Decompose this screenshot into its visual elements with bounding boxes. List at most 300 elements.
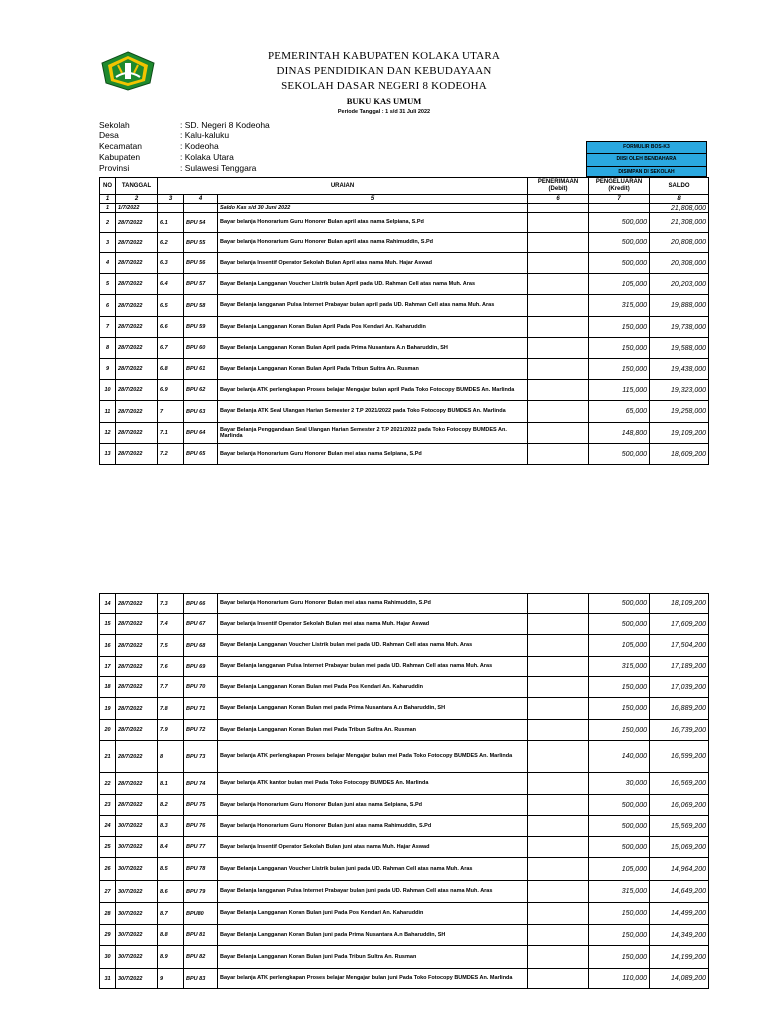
row-description: Bayar Belanja Langganan Voucher Listrik bulan April pada UD. Rahman Cell atas nama Muh. Aras xyxy=(218,274,528,295)
row-code: 6.4 xyxy=(158,274,184,295)
row-receipt: BPU 79 xyxy=(184,881,218,903)
row-receipt: BPU 74 xyxy=(184,773,218,795)
table-row xyxy=(100,359,709,380)
row-code: 8.7 xyxy=(158,903,184,925)
table-row xyxy=(100,401,709,423)
col-pengeluaran: PENGELUARAN (Kredit) xyxy=(589,178,650,195)
row-description: Bayar Belanja Langganan Koran Bulan April Pada Tribun Sultra An. Rusman xyxy=(218,359,528,380)
row-credit: 105,000 xyxy=(589,274,650,295)
row-no: 24 xyxy=(100,816,116,837)
row-balance: 19,109,200 xyxy=(650,423,709,444)
col-no: NO xyxy=(100,178,116,195)
row-code: 7.6 xyxy=(158,657,184,677)
row-no: 26 xyxy=(100,858,116,881)
row-debit xyxy=(528,594,589,614)
row-description: Bayar belanja ATK perlengkapan Proses belajar Mengajar bulan april Pada Toko Fotocopy BUMDES An. Marlinda xyxy=(218,380,528,401)
row-no: 17 xyxy=(100,657,116,677)
row-credit: 150,000 xyxy=(589,698,650,720)
row-code: 8.8 xyxy=(158,925,184,946)
table-row xyxy=(100,635,709,657)
row-date: 28/7/2022 xyxy=(116,677,158,698)
row-description: Bayar belanja Insentif Operator Sekolah Bulan mei atas nama Muh. Hajar Aswad xyxy=(218,614,528,635)
row-balance: 14,199,200 xyxy=(650,946,709,969)
row-balance: 14,649,200 xyxy=(650,881,709,903)
row-description: Bayar Belanja Langganan Koran Bulan mei Pada Tribun Sultra An. Rusman xyxy=(218,720,528,741)
row-receipt: BPU 63 xyxy=(184,401,218,423)
row-debit xyxy=(528,795,589,816)
row-code: 6.9 xyxy=(158,380,184,401)
form-info-box xyxy=(586,141,707,177)
row-code: 7.3 xyxy=(158,594,184,614)
row-code: 8.6 xyxy=(158,881,184,903)
table-row xyxy=(100,903,709,925)
row-balance: 15,069,200 xyxy=(650,837,709,858)
row-code: 8.1 xyxy=(158,773,184,795)
row-balance: 14,089,200 xyxy=(650,969,709,989)
row-credit: 150,000 xyxy=(589,925,650,946)
ledger-table-1 xyxy=(99,177,709,465)
row-description: Bayar belanja Honorarium Guru Honorer Bulan juni atas nama Rahimuddin, S.Pd xyxy=(218,816,528,837)
row-debit xyxy=(528,317,589,338)
row-balance: 19,438,000 xyxy=(650,359,709,380)
row-credit: 500,000 xyxy=(589,594,650,614)
row-debit xyxy=(528,213,589,233)
row-date: 28/7/2022 xyxy=(116,657,158,677)
row-credit: 500,000 xyxy=(589,233,650,253)
row-no: 13 xyxy=(100,444,116,465)
row-code: 7.8 xyxy=(158,698,184,720)
row-date: 28/7/2022 xyxy=(116,359,158,380)
row-no: 11 xyxy=(100,401,116,423)
row-description: Bayar belanja Honorarium Guru Honorer Bulan april atas nama Rahimuddin, S.Pd xyxy=(218,233,528,253)
row-date: 30/7/2022 xyxy=(116,858,158,881)
form-filled-by: DIISI OLEH BENDAHARA xyxy=(587,154,706,166)
row-credit: 150,000 xyxy=(589,338,650,359)
period-label: Periode Tanggal : 1 s/d 31 Juli 2022 xyxy=(337,109,431,115)
col-num-1: 1 xyxy=(100,195,116,204)
row-no: 1 xyxy=(100,204,116,213)
col-num-5: 5 xyxy=(218,195,528,204)
row-code: 8.5 xyxy=(158,858,184,881)
row-receipt: BPU 83 xyxy=(184,969,218,989)
info-label: Kabupaten xyxy=(99,152,141,162)
row-balance: 17,609,200 xyxy=(650,614,709,635)
row-code: 8.3 xyxy=(158,816,184,837)
row-description: Saldo Kas s/d 30 Juni 2022 xyxy=(218,204,528,213)
header-line-3: SEKOLAH DASAR NEGERI 8 KODEOHA xyxy=(281,80,487,92)
row-receipt: BPU 69 xyxy=(184,657,218,677)
row-code: 7.7 xyxy=(158,677,184,698)
table-row xyxy=(100,444,709,465)
row-date: 30/7/2022 xyxy=(116,925,158,946)
row-date: 28/7/2022 xyxy=(116,233,158,253)
row-date: 28/7/2022 xyxy=(116,213,158,233)
row-credit: 150,000 xyxy=(589,677,650,698)
row-description: Bayar Belanja ATK Seal Ulangan Harian Semester 2 T.P 2021/2022 pada Toko Fotocopy BUMDES An. Marlinda xyxy=(218,401,528,423)
column-header-row xyxy=(100,178,709,195)
row-description: Bayar Belanja Langganan Voucher Listrik bulan juni pada UD. Rahman Cell atas nama Muh. Aras xyxy=(218,858,528,881)
row-balance: 20,203,000 xyxy=(650,274,709,295)
row-balance: 19,258,000 xyxy=(650,401,709,423)
row-credit: 115,000 xyxy=(589,380,650,401)
info-value: : SD. Negeri 8 Kodeoha xyxy=(180,120,270,130)
row-credit: 150,000 xyxy=(589,946,650,969)
row-credit: 105,000 xyxy=(589,858,650,881)
row-receipt: BPU 72 xyxy=(184,720,218,741)
row-debit xyxy=(528,741,589,773)
row-date: 28/7/2022 xyxy=(116,741,158,773)
row-no: 15 xyxy=(100,614,116,635)
row-credit: 150,000 xyxy=(589,359,650,380)
row-receipt: BPU 78 xyxy=(184,858,218,881)
row-code: 8.2 xyxy=(158,795,184,816)
row-receipt: BPU 57 xyxy=(184,274,218,295)
row-code: 6.1 xyxy=(158,213,184,233)
row-receipt: BPU 64 xyxy=(184,423,218,444)
row-code: 6.6 xyxy=(158,317,184,338)
row-code: 7.2 xyxy=(158,444,184,465)
row-balance: 19,738,000 xyxy=(650,317,709,338)
info-value: : Kolaka Utara xyxy=(180,152,234,162)
row-date: 28/7/2022 xyxy=(116,317,158,338)
row-balance: 16,569,200 xyxy=(650,773,709,795)
row-credit: 105,000 xyxy=(589,635,650,657)
row-code: 6.7 xyxy=(158,338,184,359)
row-no: 16 xyxy=(100,635,116,657)
row-debit xyxy=(528,233,589,253)
row-description: Bayar Belanja Langganan Voucher Listrik bulan mei pada UD. Rahman Cell atas nama Muh. Aras xyxy=(218,635,528,657)
col-saldo: SALDO xyxy=(650,178,709,195)
row-receipt: BPU 59 xyxy=(184,317,218,338)
table-row xyxy=(100,858,709,881)
document-title: BUKU KAS UMUM xyxy=(346,96,422,106)
row-receipt: BPU 66 xyxy=(184,594,218,614)
col-num-3: 3 xyxy=(158,195,184,204)
header-line-2: DINAS PENDIDIKAN DAN KEBUDAYAAN xyxy=(276,65,492,77)
table-row xyxy=(100,969,709,989)
row-description: Bayar Belanja langganan Pulsa Internet Prabayar bulan mei pada UD. Rahman Cell atas nama Muh. Aras xyxy=(218,657,528,677)
row-description: Bayar Belanja Langganan Koran Bulan juni pada Prima Nusantara A.n Baharuddin, SH xyxy=(218,925,528,946)
header-line-1: PEMERINTAH KABUPATEN KOLAKA UTARA xyxy=(267,50,501,62)
row-credit xyxy=(589,204,650,213)
row-no: 28 xyxy=(100,903,116,925)
table-row xyxy=(100,773,709,795)
row-debit xyxy=(528,698,589,720)
row-code: 8.4 xyxy=(158,837,184,858)
row-receipt: BPU 65 xyxy=(184,444,218,465)
row-debit xyxy=(528,401,589,423)
row-receipt: BPU 67 xyxy=(184,614,218,635)
row-date: 28/7/2022 xyxy=(116,614,158,635)
row-description: Bayar Belanja Langganan Koran Bulan mei Pada Pos Kendari An. Kaharuddin xyxy=(218,677,528,698)
table-row xyxy=(100,423,709,444)
row-balance: 19,888,000 xyxy=(650,295,709,317)
row-date: 28/7/2022 xyxy=(116,253,158,274)
row-balance: 20,808,000 xyxy=(650,233,709,253)
row-receipt: BPU 77 xyxy=(184,837,218,858)
row-code: 6.5 xyxy=(158,295,184,317)
col-penerimaan: PENERIMAAN (Debit) xyxy=(528,178,589,195)
row-no: 27 xyxy=(100,881,116,903)
row-receipt: BPU 76 xyxy=(184,816,218,837)
row-receipt: BPU 68 xyxy=(184,635,218,657)
row-credit: 140,000 xyxy=(589,741,650,773)
row-description: Bayar belanja Honorarium Guru Honorer Bulan mei atas nama Rahimuddin, S.Pd xyxy=(218,594,528,614)
row-code: 7 xyxy=(158,401,184,423)
row-receipt: BPU 81 xyxy=(184,925,218,946)
row-no: 5 xyxy=(100,274,116,295)
row-debit xyxy=(528,773,589,795)
row-date: 28/7/2022 xyxy=(116,698,158,720)
row-date: 28/7/2022 xyxy=(116,720,158,741)
info-label: Desa xyxy=(99,130,119,140)
info-label: Provinsi xyxy=(99,163,130,173)
row-date: 28/7/2022 xyxy=(116,594,158,614)
row-description: Bayar belanja Honorarium Guru Honorer Bulan juni atas nama Selpiana, S.Pd xyxy=(218,795,528,816)
row-receipt xyxy=(184,204,218,213)
row-credit: 500,000 xyxy=(589,614,650,635)
row-debit xyxy=(528,635,589,657)
row-debit xyxy=(528,253,589,274)
col-num-7: 7 xyxy=(589,195,650,204)
row-debit xyxy=(528,359,589,380)
table-row xyxy=(100,253,709,274)
table-row xyxy=(100,274,709,295)
table-row xyxy=(100,741,709,773)
row-credit: 315,000 xyxy=(589,657,650,677)
row-date: 28/7/2022 xyxy=(116,380,158,401)
column-number-row xyxy=(100,195,709,204)
row-balance: 16,069,200 xyxy=(650,795,709,816)
row-no: 8 xyxy=(100,338,116,359)
row-debit xyxy=(528,816,589,837)
row-credit: 500,000 xyxy=(589,795,650,816)
row-credit: 500,000 xyxy=(589,444,650,465)
row-description: Bayar belanja ATK kantor bulan mei Pada Toko Fotocopy BUMDES An. Marlinda xyxy=(218,773,528,795)
row-debit xyxy=(528,657,589,677)
table-row xyxy=(100,946,709,969)
row-description: Bayar Belanja Langganan Koran Bulan juni Pada Pos Kendari An. Kaharuddin xyxy=(218,903,528,925)
table-row xyxy=(100,614,709,635)
row-no: 21 xyxy=(100,741,116,773)
table-row xyxy=(100,925,709,946)
ledger-table-2 xyxy=(99,593,709,989)
col-tanggal: TANGGAL xyxy=(116,178,158,195)
col-num-6: 6 xyxy=(528,195,589,204)
table-row xyxy=(100,295,709,317)
row-date: 30/7/2022 xyxy=(116,881,158,903)
row-debit xyxy=(528,837,589,858)
row-date: 28/7/2022 xyxy=(116,773,158,795)
row-date: 28/7/2022 xyxy=(116,635,158,657)
row-date: 30/7/2022 xyxy=(116,946,158,969)
row-no: 31 xyxy=(100,969,116,989)
table-row xyxy=(100,816,709,837)
row-receipt: BPU 54 xyxy=(184,213,218,233)
row-no: 10 xyxy=(100,380,116,401)
row-date: 28/7/2022 xyxy=(116,338,158,359)
row-description: Bayar Belanja Penggandaan Seal Ulangan Harian Semester 2 T.P 2021/2022 pada Toko Fotocopy BUMDES An. Marlinda xyxy=(218,423,528,444)
row-no: 25 xyxy=(100,837,116,858)
table-row xyxy=(100,698,709,720)
row-description: Bayar belanja Honorarium Guru Honorer Bulan april atas nama Selpiana, S.Pd xyxy=(218,213,528,233)
row-receipt: BPU 62 xyxy=(184,380,218,401)
row-credit: 315,000 xyxy=(589,295,650,317)
row-balance: 16,739,200 xyxy=(650,720,709,741)
row-balance: 19,588,000 xyxy=(650,338,709,359)
row-credit: 65,000 xyxy=(589,401,650,423)
row-balance: 18,609,200 xyxy=(650,444,709,465)
table-row xyxy=(100,837,709,858)
row-credit: 110,000 xyxy=(589,969,650,989)
row-receipt: BPU 73 xyxy=(184,741,218,773)
row-credit: 150,000 xyxy=(589,720,650,741)
row-description: Bayar Belanja Langganan Koran Bulan mei pada Prima Nusantara A.n Baharuddin, SH xyxy=(218,698,528,720)
row-date: 30/7/2022 xyxy=(116,903,158,925)
row-no: 6 xyxy=(100,295,116,317)
row-no: 29 xyxy=(100,925,116,946)
table-row xyxy=(100,204,709,213)
row-receipt: BPU 61 xyxy=(184,359,218,380)
row-no: 3 xyxy=(100,233,116,253)
row-receipt: BPU 56 xyxy=(184,253,218,274)
row-date: 30/7/2022 xyxy=(116,969,158,989)
table-row xyxy=(100,338,709,359)
row-balance: 17,189,200 xyxy=(650,657,709,677)
row-date: 28/7/2022 xyxy=(116,401,158,423)
table-row xyxy=(100,233,709,253)
col-uraian: URAIAN xyxy=(158,178,528,195)
row-balance: 14,499,200 xyxy=(650,903,709,925)
row-no: 14 xyxy=(100,594,116,614)
row-description: Bayar belanja Honorarium Guru Honorer Bulan mei atas nama Selpiana, S.Pd xyxy=(218,444,528,465)
row-debit xyxy=(528,380,589,401)
row-description: Bayar Belanja Langganan Koran Bulan April Pada Pos Kendari An. Kaharuddin xyxy=(218,317,528,338)
row-credit: 500,000 xyxy=(589,253,650,274)
row-no: 19 xyxy=(100,698,116,720)
row-debit xyxy=(528,858,589,881)
form-code: FORMULIR BOS-K3 xyxy=(587,142,706,154)
row-date: 28/7/2022 xyxy=(116,295,158,317)
row-balance: 14,349,200 xyxy=(650,925,709,946)
info-value: : Sulawesi Tenggara xyxy=(180,163,257,173)
row-receipt: BPU 60 xyxy=(184,338,218,359)
row-credit: 30,000 xyxy=(589,773,650,795)
row-no: 4 xyxy=(100,253,116,274)
row-debit xyxy=(528,274,589,295)
row-description: Bayar belanja ATK perlengkapan Proses belajar Mengajar bulan juni Pada Toko Fotocopy BUMDES An. Marlinda xyxy=(218,969,528,989)
row-no: 9 xyxy=(100,359,116,380)
row-no: 7 xyxy=(100,317,116,338)
row-no: 23 xyxy=(100,795,116,816)
row-description: Bayar Belanja Langganan Koran Bulan juni Pada Tribun Sultra An. Rusman xyxy=(218,946,528,969)
col-num-2: 2 xyxy=(116,195,158,204)
col-num-4: 4 xyxy=(184,195,218,204)
row-description: Bayar belanja ATK perlengkapan Proses belajar Mengajar bulan mei Pada Toko Fotocopy BUMDES An. Marlinda xyxy=(218,741,528,773)
row-description: Bayar Belanja langganan Pulsa Internet Prabayar bulan juni pada UD. Rahman Cell atas nama Muh. Aras xyxy=(218,881,528,903)
row-debit xyxy=(528,338,589,359)
row-description: Bayar Belanja Langganan Koran Bulan April pada Prima Nusantara A.n Baharuddin, SH xyxy=(218,338,528,359)
row-balance: 21,808,000 xyxy=(650,204,709,213)
row-code: 7.4 xyxy=(158,614,184,635)
row-description: Bayar belanja Insentif Operator Sekolah Bulan juni atas nama Muh. Hajar Aswad xyxy=(218,837,528,858)
row-code: 6.2 xyxy=(158,233,184,253)
row-no: 2 xyxy=(100,213,116,233)
row-debit xyxy=(528,677,589,698)
row-code: 8.9 xyxy=(158,946,184,969)
row-debit xyxy=(528,925,589,946)
row-receipt: BPU 75 xyxy=(184,795,218,816)
row-credit: 500,000 xyxy=(589,213,650,233)
row-description: Bayar Belanja langganan Pulsa Internet Prabayar bulan april pada UD. Rahman Cell atas nama Muh. Aras xyxy=(218,295,528,317)
info-value: : Kodeoha xyxy=(180,141,219,151)
row-credit: 148,800 xyxy=(589,423,650,444)
row-credit: 150,000 xyxy=(589,903,650,925)
row-no: 22 xyxy=(100,773,116,795)
row-code: 7.1 xyxy=(158,423,184,444)
row-debit xyxy=(528,903,589,925)
row-receipt: BPU 58 xyxy=(184,295,218,317)
row-receipt: BPU 71 xyxy=(184,698,218,720)
row-balance: 17,039,200 xyxy=(650,677,709,698)
table-row xyxy=(100,720,709,741)
row-code: 7.5 xyxy=(158,635,184,657)
row-date: 28/7/2022 xyxy=(116,423,158,444)
row-receipt: BPU 82 xyxy=(184,946,218,969)
row-debit xyxy=(528,614,589,635)
row-description: Bayar belanja Insentif Operator Sekolah Bulan April atas nama Muh. Hajar Aswad xyxy=(218,253,528,274)
table-row xyxy=(100,881,709,903)
row-receipt: BPU 70 xyxy=(184,677,218,698)
row-balance: 21,308,000 xyxy=(650,213,709,233)
table-row xyxy=(100,380,709,401)
table-row xyxy=(100,213,709,233)
row-code: 7.9 xyxy=(158,720,184,741)
row-balance: 15,569,200 xyxy=(650,816,709,837)
table-row xyxy=(100,657,709,677)
table-row xyxy=(100,795,709,816)
table-row xyxy=(100,594,709,614)
row-date: 28/7/2022 xyxy=(116,444,158,465)
row-balance: 14,964,200 xyxy=(650,858,709,881)
row-code: 8 xyxy=(158,741,184,773)
row-no: 18 xyxy=(100,677,116,698)
row-date: 28/7/2022 xyxy=(116,274,158,295)
row-balance: 18,109,200 xyxy=(650,594,709,614)
row-credit: 315,000 xyxy=(589,881,650,903)
row-date: 28/7/2022 xyxy=(116,795,158,816)
row-balance: 20,308,000 xyxy=(650,253,709,274)
row-receipt: BPU 55 xyxy=(184,233,218,253)
row-credit: 150,000 xyxy=(589,317,650,338)
row-debit xyxy=(528,969,589,989)
row-date: 30/7/2022 xyxy=(116,816,158,837)
row-date: 30/7/2022 xyxy=(116,837,158,858)
row-date: 1/7/2022 xyxy=(116,204,158,213)
info-value: : Kalu-kaluku xyxy=(180,130,230,140)
row-code: 6.8 xyxy=(158,359,184,380)
form-stored-at: DISIMPAN DI SEKOLAH xyxy=(618,168,675,175)
row-debit xyxy=(528,423,589,444)
row-debit xyxy=(528,444,589,465)
row-no: 30 xyxy=(100,946,116,969)
row-debit xyxy=(528,204,589,213)
row-credit: 500,000 xyxy=(589,816,650,837)
info-label: Sekolah xyxy=(99,120,130,130)
row-debit xyxy=(528,881,589,903)
row-balance: 17,504,200 xyxy=(650,635,709,657)
row-code: 9 xyxy=(158,969,184,989)
